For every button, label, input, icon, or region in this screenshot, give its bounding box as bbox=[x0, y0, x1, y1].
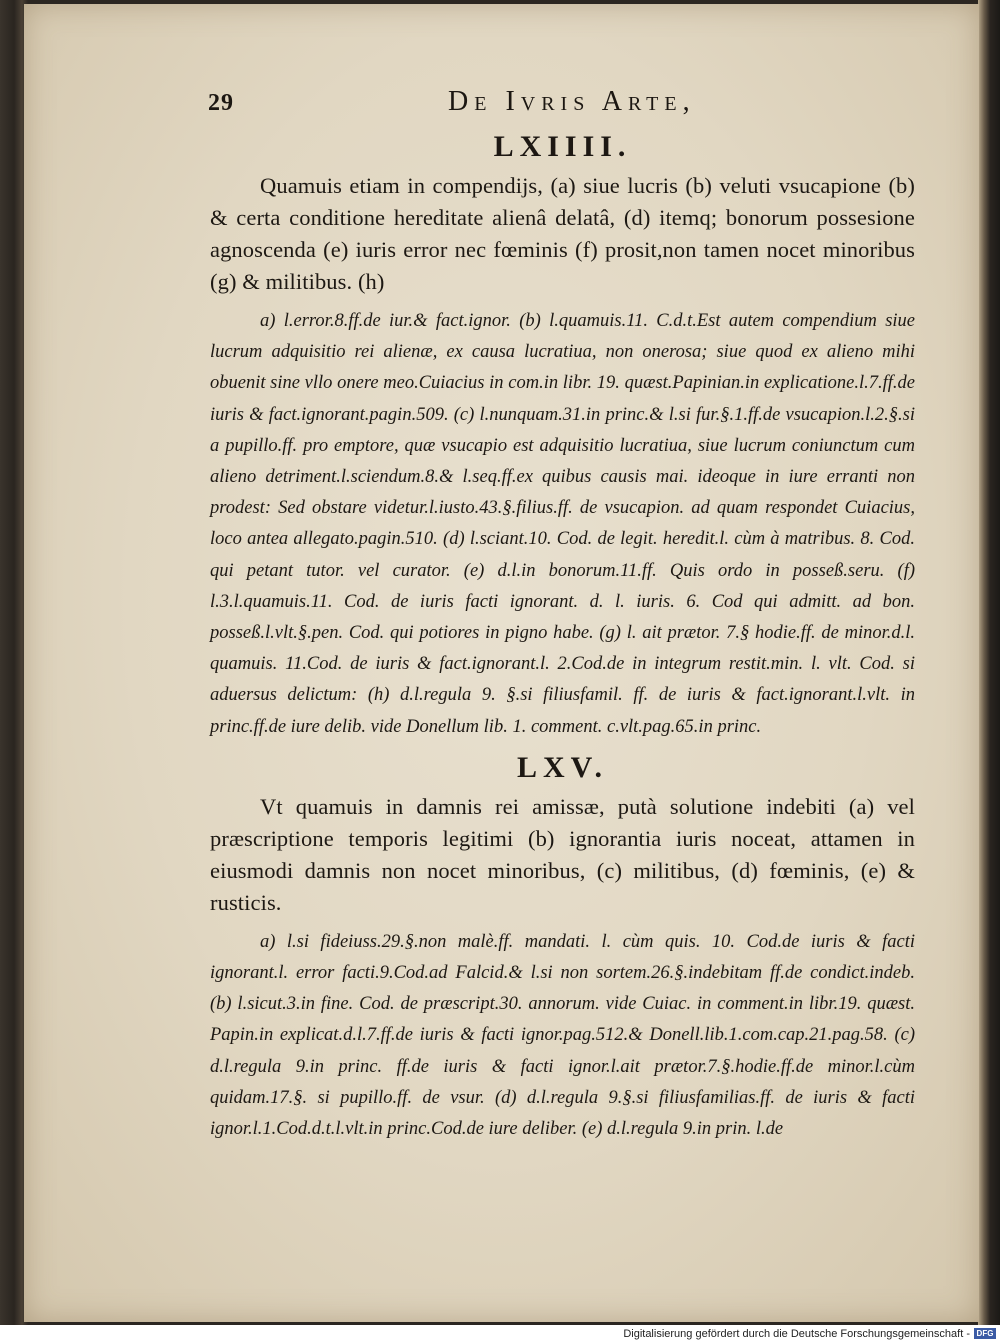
section-notes: a) l.si fideiuss.29.§.non malè.ff. mandati. l. cùm quis. 10. Cod.de iuris & facti ignorant.l. error facti.9.Cod.ad Falcid.& l.si non sortem.26.§.indebitam ff.de condict.indeb. (b) l.sicut.3.in fine. Cod. de præscript.30. annorum. vide Cuiac. in comment.in libr.19. quæst. Papin.in explicat.d.l.7.ff.de iuris & facti ignor.pag.512.& Donell.lib.1.com.cap.21.pag.58. (c) d.l.regula 9.in princ. ff.de iuris & facti ignor.l.ait prætor.7.§.hodie.ff.de minor.l.cùm quidam.17.§. si pupillo.ff. de vsur. (d) d.l.regula 9.§.si filiusfamilias.ff. de iuris & facti ignor.l.1.Cod.d.t.l.vlt.in princ.Cod.de iure deliber. (e) d.l.regula 9.in prin. l.de bbox=[210, 931, 915, 1140]
section-heading: LXIIII. bbox=[493, 130, 632, 163]
running-title: De Ivris Arte, bbox=[448, 86, 696, 117]
footer-credit: Digitalisierung gefördert durch die Deutsche Forschungsgemeinschaft - bbox=[623, 1328, 970, 1340]
section-notes: a) l.error.8.ff.de iur.& fact.ignor. (b) l.quamuis.11. C.d.t.Est autem compendium siue lucrum adquisitio rei alienæ, ex causa lucratiua, non onerosa; siue quod ex alieno mihi obuenit sine vllo onere meo.Cuiacius in com.in libr. 19. quæst.Papinian.in explicatione.l.7.ff.de iuris & fact.ignorant.pagin.509. (c) l.nunquam.31.in princ.& l.si fur.§.1.ff.de vsucapion.l.2.§.si a pupillo.ff. pro emptore, quæ vsucapio est adquisitio lucratiua, siue lucrum coniunctum cum alieno detriment.l.sciendum.8.& l.seq.ff.ex quibus causis mai. ideoque in iure erranti non prodest: Sed obstare videtur.l.iusto.43.§.filius.ff. de vsucapion. ad quam respondet Cuiacius, loco antea allegato.pagin.510. (d) l.sciant.10. Cod. de legit. heredit.l. cùm à matribus. 8. Cod. qui petant tutor. vel curator. (e) d.l.in bonorum.11.ff. Quis ordo in posseß.seru. (f) l.3.l.quamuis.11. Cod. de iuris facti ignorant. d. l. iuris. 6. Cod qui admitt. ad bon. posseß.l.vlt.§.pen. Cod. qui potiores in pigno habe. (g) l. ait prætor. 7.§ hodie.ff. de minor.d.l. quamuis. 11.Cod. de iuris & fact.ignorant.l. 2.Cod.de in integrum restit.min. l. vlt. Cod. si aduersus delictum: (h) d.l.regula 9. §.si filiusfamil. ff. de iuris & fact.ignorant.l.vlt. in princ.ff.de iure delib. vide Donellum lib. 1. comment. c.vlt.pag.65.in princ. bbox=[210, 311, 915, 737]
dfg-logo-icon: DFG bbox=[974, 1328, 996, 1339]
text-block bbox=[210, 130, 915, 1145]
page-number: 29 bbox=[208, 90, 234, 116]
running-head bbox=[208, 86, 948, 126]
section-heading: LXV. bbox=[517, 750, 608, 784]
section-lxv bbox=[210, 751, 915, 1145]
section-body: Vt quamuis in damnis rei amissæ, putà solutione indebiti (a) vel præscriptione temporis legitimi (b) ignorantia iuris noceat, attamen in eiusmodi damnis non nocet minoribus, (c) militibus, (d) fœminis, (e) & rusticis. bbox=[210, 793, 915, 915]
section-body: Quamuis etiam in compendijs, (a) siue lucris (b) veluti vsucapione (b) & certa conditione hereditate alienâ delatâ, (d) itemq; bonorum possesione agnoscenda (e) iuris error nec fœminis (f) prosit,non tamen nocet minoribus (g) & militibus. (h) bbox=[210, 173, 915, 294]
section-lxiiii bbox=[210, 130, 915, 743]
book-edge bbox=[978, 0, 1000, 1325]
footer-bar bbox=[0, 1325, 1000, 1341]
